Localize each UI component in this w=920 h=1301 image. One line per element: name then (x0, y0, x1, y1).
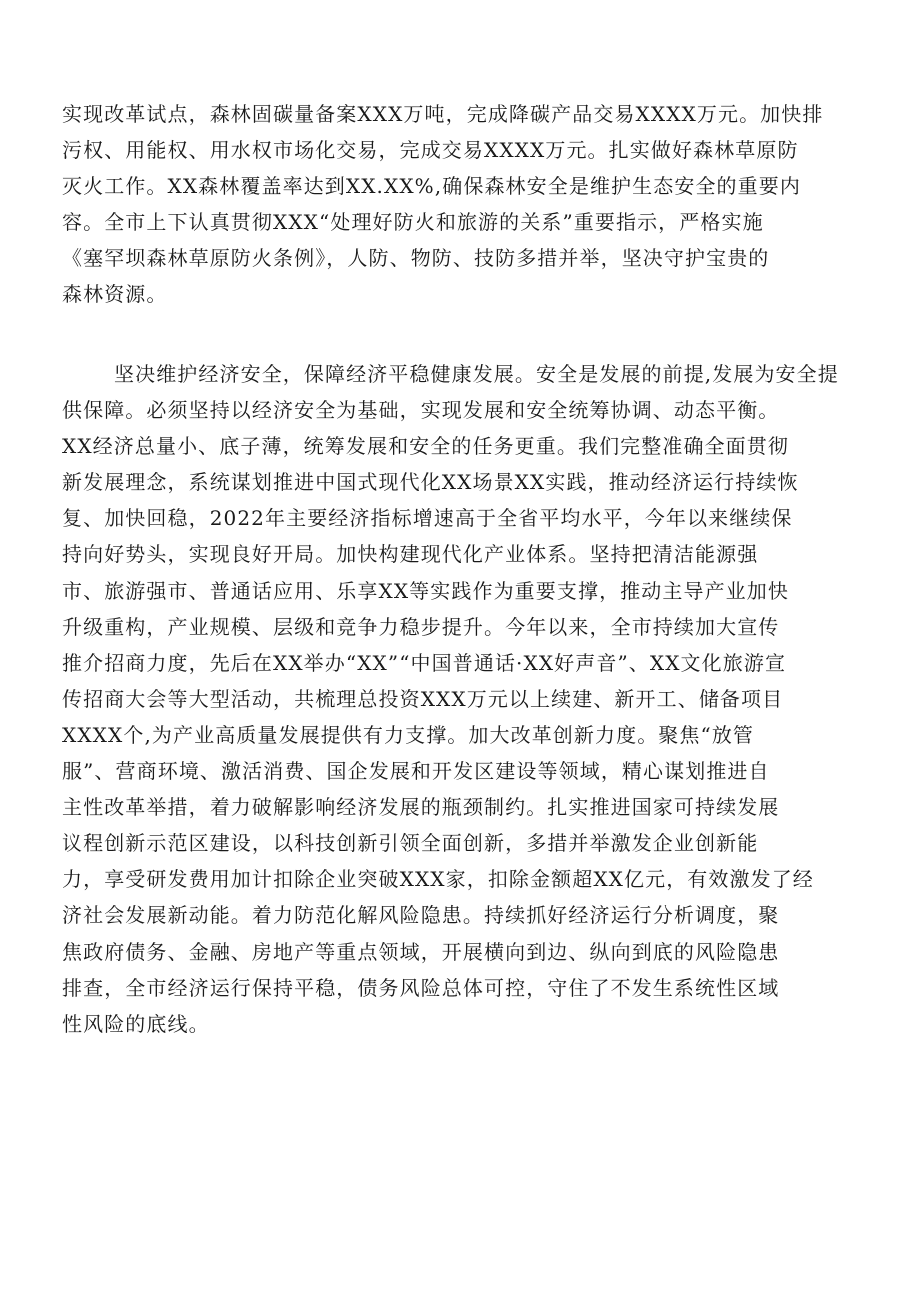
text-line: 升级重构，产业规模、层级和竞争力稳步提升。今年以来，全市持续加大宣传 (62, 614, 780, 639)
text-line: 推介招商力度，先后在XX举办“XX”“中国普通话·XX好声音”、XX文化旅游宣 (62, 650, 787, 675)
text-line: XXXX个,为产业高质量发展提供有力支撑。加大改革创新力度。聚焦“放管 (62, 722, 755, 747)
text-line: 供保障。必须坚持以经济安全为基础，实现发展和安全统筹协调、动态平衡。 (62, 398, 780, 423)
text-line: 议程创新示范区建设，以科技创新引领全面创新，多措并举激发企业创新能 (62, 831, 759, 856)
text-line: 济社会发展新动能。着力防范化解风险隐患。持续抓好经济运行分析调度，聚 (62, 903, 780, 928)
text-line: 市、旅游强市、普通话应用、乐享XX等实践作为重要支撑，推动主导产业加快 (62, 578, 789, 603)
text-line: 传招商大会等大型活动，共梳理总投资XXX万元以上续建、新开工、储备项目 (62, 686, 784, 711)
heading-line-rest: 安全是发展的前提,发展为安全提 (536, 362, 839, 386)
text-line: 服”、营商环境、激活消费、国企发展和开发区建设等领域，精心谋划推进自 (62, 759, 770, 784)
text-line: 复、加快回稳，2022年主要经济指标增速高于全省平均水平，今年以来继续保 (62, 506, 793, 531)
text-line: 新发展理念，系统谋划推进中国式现代化XX场景XX实践，推动经济运行持续恢 (62, 470, 799, 495)
text-line: 实现改革试点，森林固碳量备案XXX万吨，完成降碳产品交易XXXX万元。加快排 (62, 102, 824, 126)
text-line: XX经济总量小、底子薄，统筹发展和安全的任务更重。我们完整准确全面贯彻 (62, 434, 789, 459)
paragraph-first-line (62, 356, 862, 392)
text-line: 焦政府债务、金融、房地产等重点领域，开展横向到边、纵向到底的风险隐患 (62, 939, 780, 964)
text-line: 持向好势头，实现良好开局。加快构建现代化产业体系。坚持把清洁能源强 (62, 542, 759, 567)
paragraph-economic-safety (62, 356, 862, 1042)
paragraph-forest-safety (62, 96, 862, 313)
text-line: 主性改革举措，着力破解影响经济发展的瓶颈制约。扎实推进国家可持续发展 (62, 795, 780, 820)
paragraph-heading: 坚决维护经济安全，保障经济平稳健康发展。 (114, 362, 536, 386)
text-line: 力，享受研发费用加计扣除企业突破XXX家，扣除金额超XX亿元，有效激发了经 (62, 867, 814, 892)
text-line: 污权、用能权、用水权市场化交易，完成交易XXXX万元。扎实做好森林草原防 (62, 138, 799, 163)
text-line: 性风险的底线。 (62, 1011, 210, 1036)
text-line: 森林资源。 (62, 282, 168, 307)
text-line: 灭火工作。XX森林覆盖率达到XX.XX%,确保森林安全是维护生态安全的重要内 (62, 174, 801, 199)
text-line: 容。全市上下认真贯彻XXX“处理好防火和旅游的关系”重要指示，严格实施 (62, 210, 764, 235)
text-line: 排查，全市经济运行保持平稳，债务风险总体可控，守住了不发生系统性区域 (62, 975, 780, 1000)
text-line: 《塞罕坝森林草原防火条例》，人防、物防、技防多措并举，坚决守护宝贵的 (62, 246, 770, 271)
